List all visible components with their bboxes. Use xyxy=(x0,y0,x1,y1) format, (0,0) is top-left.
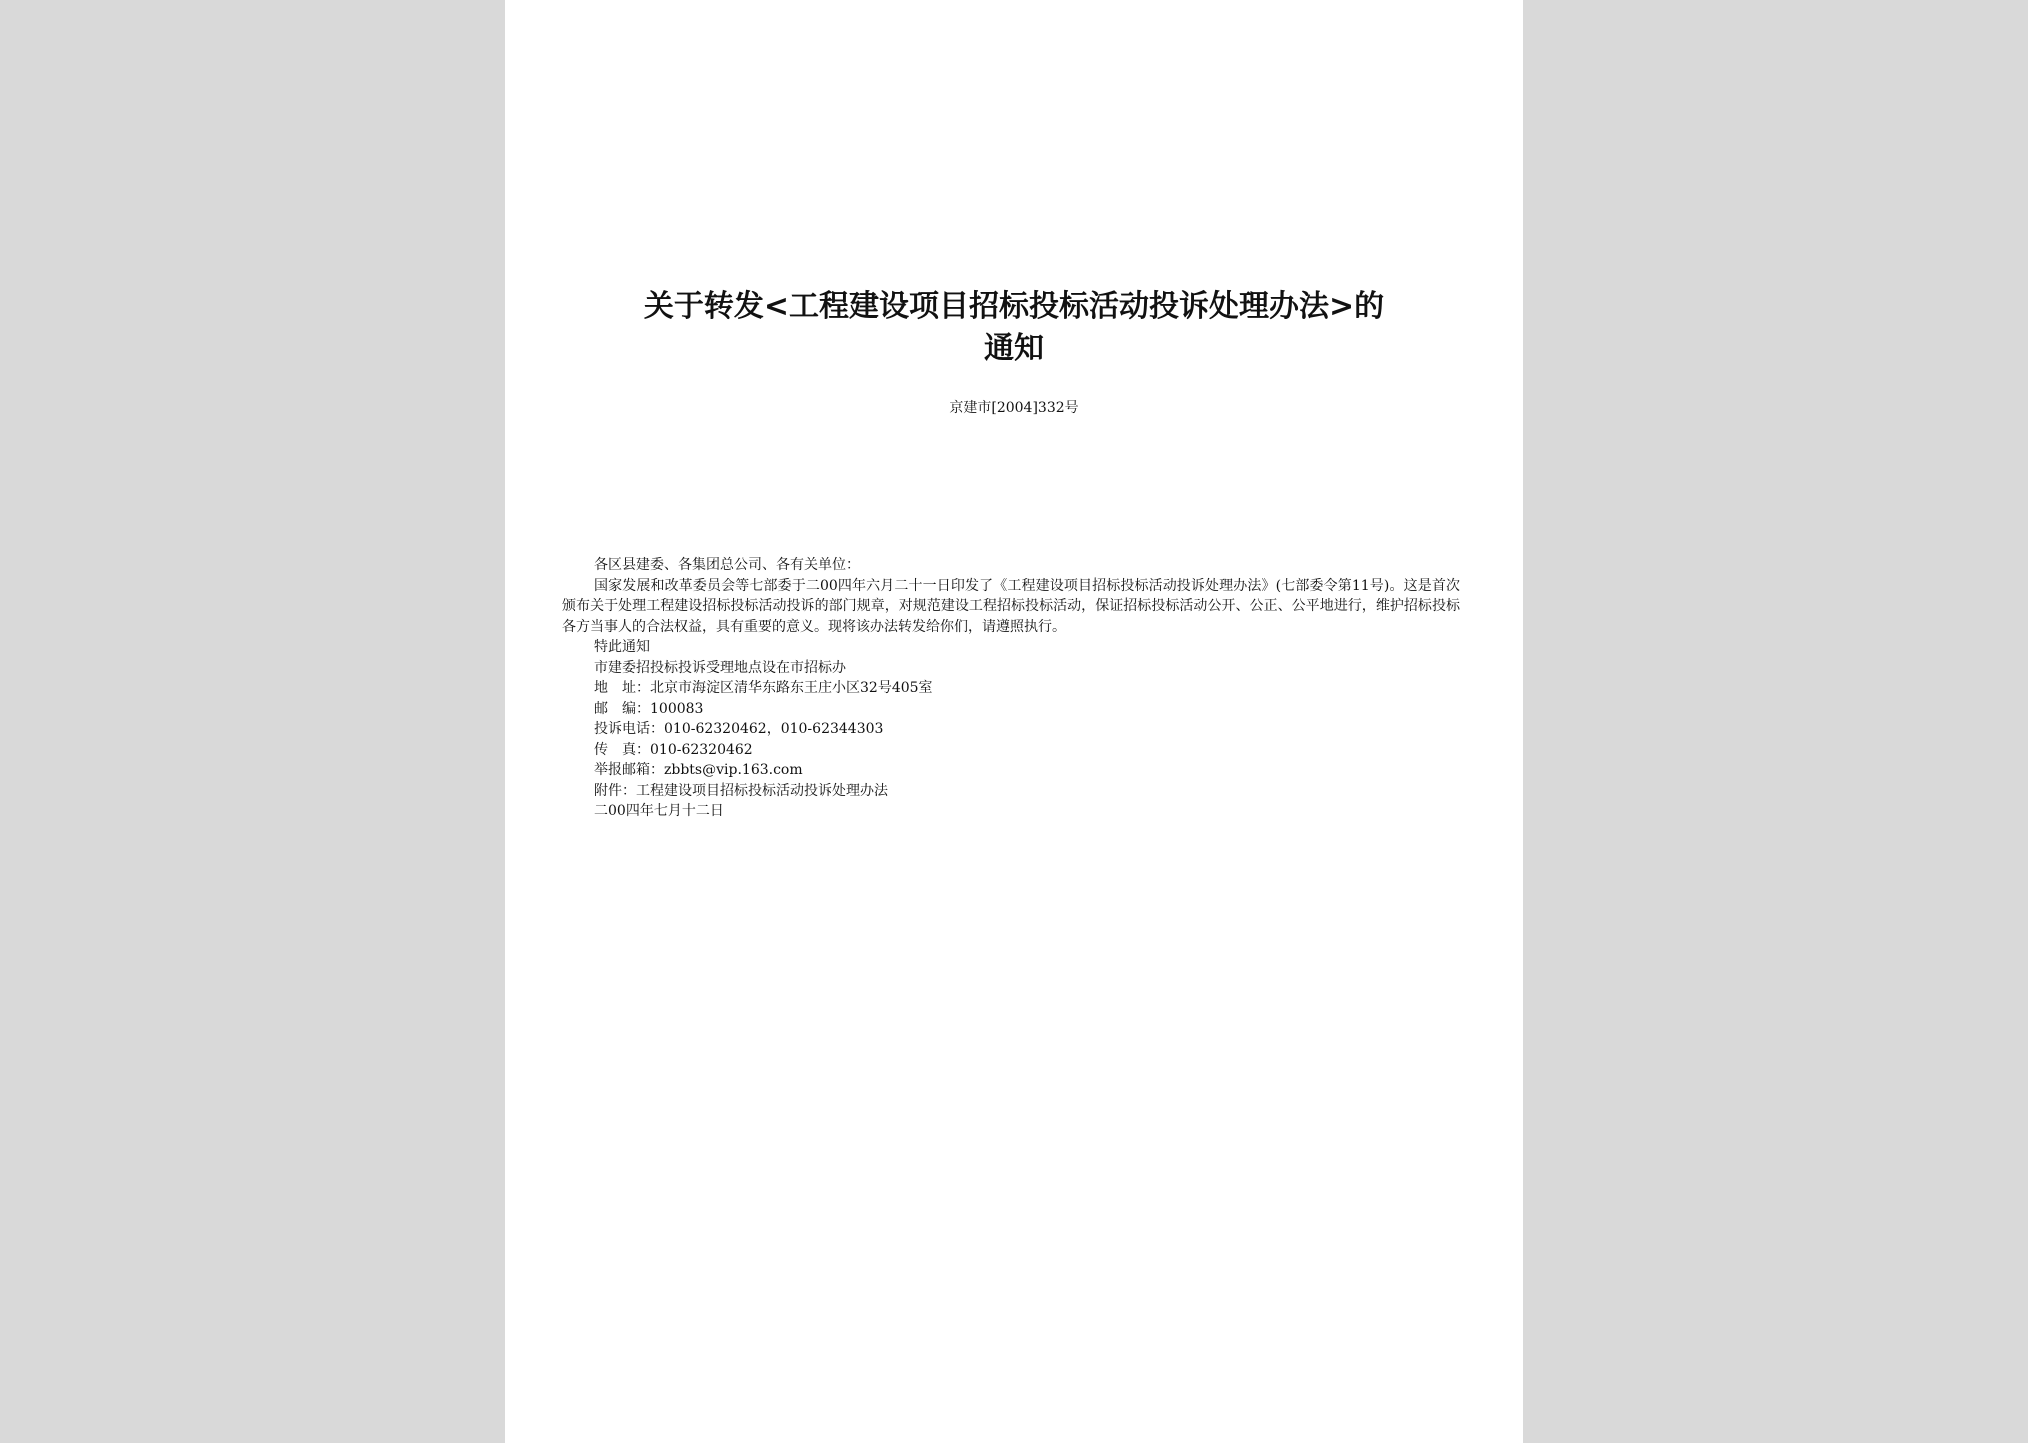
date-line: 二00四年七月十二日 xyxy=(594,803,724,819)
salutation: 各区县建委、各集团总公司、各有关单位： xyxy=(594,557,860,573)
document-number: 京建市[2004]332号 xyxy=(949,400,1079,416)
email-line: 举报邮箱：zbbts@vip.163.com xyxy=(594,762,803,778)
postcode-line: 邮 编：100083 xyxy=(594,700,704,717)
document-title xyxy=(545,286,1483,370)
complaint-office: 市建委招投标投诉受理地点设在市招标办 xyxy=(594,659,846,676)
document-page xyxy=(505,0,1523,1443)
document-body xyxy=(562,555,1460,822)
title-line-1: 关于转发<工程建设项目招标投标活动投诉处理办法>的 xyxy=(643,289,1385,324)
address-line: 地 址：北京市海淀区清华东路东王庄小区32号405室 xyxy=(594,680,933,696)
main-paragraph: 国家发展和改革委员会等七部委于二00四年六月二十一日印发了《工程建设项目招标投标活动投诉处理办法》(七部委令第11号)。这是首次颁布关于处理工程建设招标投标活动投诉的部门规章，对规范建设工程招标投标活动，保证招标投标活动公开、公正、公平地进行，维护招标投标各方当事人的合法权益，具有重要的意义。现将该办法转发给你们，请遵照执行。 xyxy=(562,577,1460,635)
title-line-2: 通知 xyxy=(984,331,1044,366)
phone-line: 投诉电话：010-62320462，010-62344303 xyxy=(594,721,884,737)
closing-line: 特此通知 xyxy=(594,639,650,655)
fax-line: 传 真：010-62320462 xyxy=(594,741,753,758)
attachment-line: 附件：工程建设项目招标投标活动投诉处理办法 xyxy=(594,782,888,799)
